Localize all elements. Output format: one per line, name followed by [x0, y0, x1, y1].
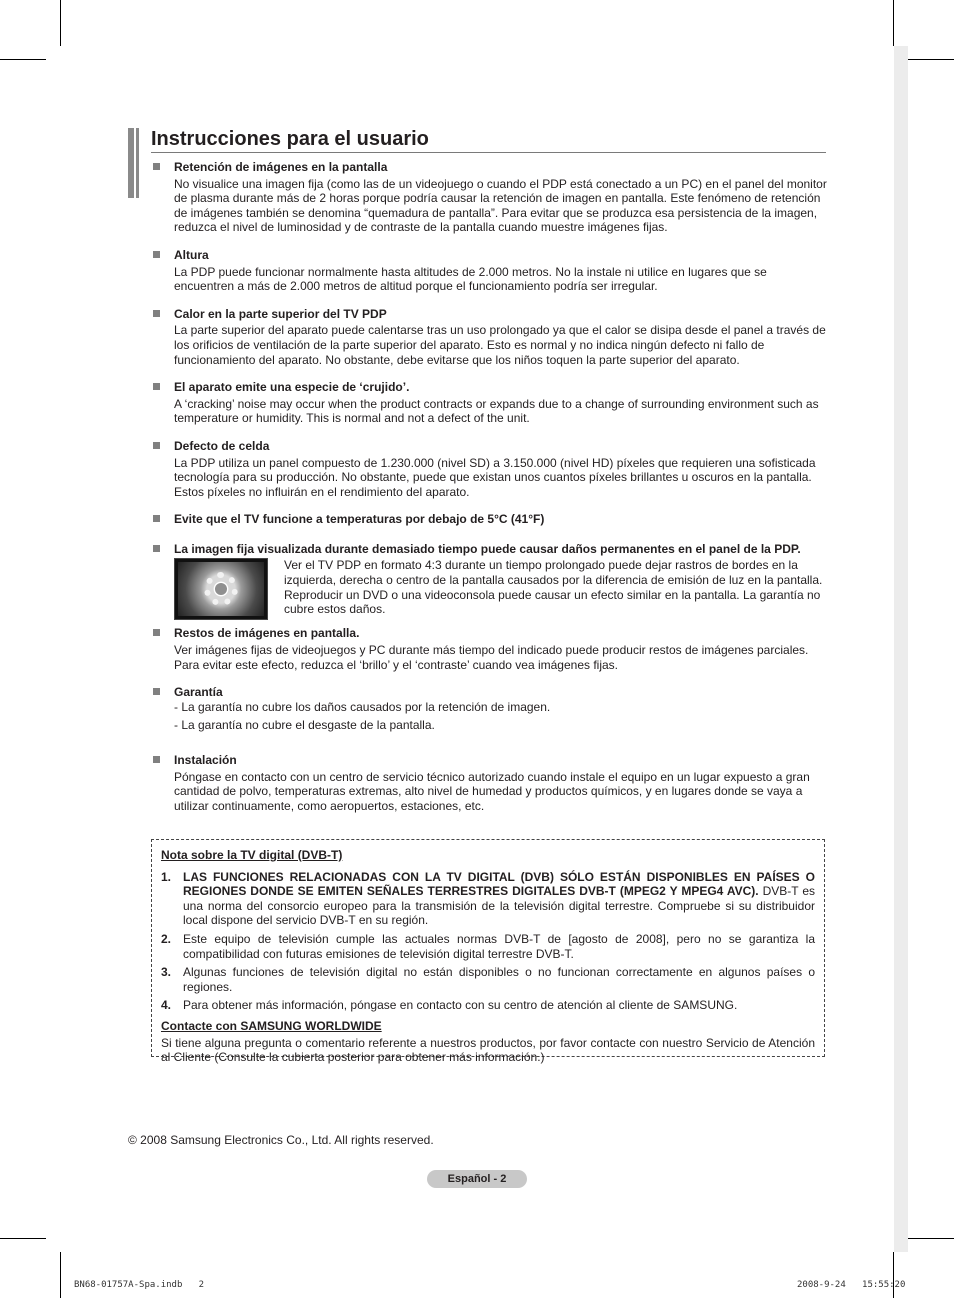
warranty-line: - La garantía no cubre los daños causados por la retención de imagen.: [174, 699, 551, 714]
bullet-square-icon: [153, 756, 160, 763]
note-item: [161, 965, 815, 994]
bullet-square-icon: [153, 383, 160, 390]
print-timestamp: 2008-9-24 15:55:20: [797, 1280, 906, 1290]
section-warranty: [152, 685, 827, 733]
crop-mark: [893, 1252, 894, 1298]
section-heading: Instalación: [174, 753, 237, 768]
title-accent-bar: [136, 128, 139, 198]
contact-heading: Contacte con SAMSUNG WORLDWIDE: [161, 1018, 382, 1033]
page-title: Instrucciones para el usuario: [151, 128, 429, 150]
image-row: [174, 558, 827, 620]
note-item: [161, 932, 815, 961]
section-text: Ver imágenes fijas de videojuegos y PC durante más tiempo del indicado puede producir restos de imágenes parciales. Para evitar este efecto, reduzca el ‘brillo’ y el ‘contraste’ cuando vea imágenes fijas.: [174, 643, 809, 672]
section-heat: [152, 307, 827, 367]
section-text: La PDP utiliza un panel compuesto de 1.230.000 (nivel SD) a 3.150.000 (nivel HD) píxeles que requieren una sofisticada tecnología para su producción. No obstante, puede que existan unos cuantos píxeles brillantes u oscuros en la pantalla. Estos píxeles no influirán en el rendimiento del aparato.: [174, 455, 816, 499]
bullet-square-icon: [153, 442, 160, 449]
note-item-text: Algunas funciones de televisión digital no están disponibles o no funcionan correctamente en algunos países o regiones.: [183, 965, 815, 994]
bullet-square-icon: [153, 688, 160, 695]
section-text: A ‘cracking’ noise may occur when the product contracts or expands due to a change of surrounding environment such as temperature or humidity. This is normal and not a defect of the unit.: [174, 396, 819, 426]
crop-mark: [893, 0, 894, 46]
bullet-square-icon: [153, 629, 160, 636]
section-altitude: [152, 248, 827, 294]
crop-mark: [0, 59, 46, 60]
print-file-label: BN68-01757A-Spa.indb 2: [74, 1280, 205, 1290]
section-heading: Retención de imágenes en la pantalla: [174, 160, 388, 174]
note-item-text: Este equipo de televisión cumple las actuales normas DVB-T de [agosto de 2008], pero no se garantiza la compatibilidad con futuras emisiones de televisión digital terrestre DVB-T.: [183, 931, 815, 961]
section-heading: Restos de imágenes en pantalla.: [174, 626, 360, 641]
section-heading: Evite que el TV funcione a temperaturas por debajo de 5°C (41°F): [174, 512, 545, 527]
note-item: [161, 870, 815, 928]
section-image-retention: [152, 160, 827, 235]
section-heading: Altura: [174, 247, 209, 262]
section-text: No visualice una imagen fija (como las de un videojuego o cuando el PDP está conectado a un PC) en el panel del monitor de plasma durante más de 2 horas porque podría causar la retención de imagen en pantalla. Este fenómeno de retención de imágenes también se denomina “quemadura de pantalla”. Para evitar que se produzca esa persistencia de la imagen, reduzca el nivel de luminosidad y de contraste de la pantalla cuando muestre imágenes fijas.: [174, 176, 827, 235]
tv-screen: [178, 562, 264, 616]
section-image-remnants: [152, 626, 827, 672]
page-number-badge: Español - 2: [427, 1170, 527, 1188]
crop-mark: [60, 0, 61, 46]
note-item: [161, 998, 815, 1013]
section-cell-defect: [152, 439, 827, 499]
contact-text: Si tiene alguna pregunta o comentario referente a nuestros productos, por favor contacte con nuestro Servicio de Atención al Cliente (Consulte la cubierta posterior para obtener más información.): [161, 1035, 815, 1065]
tv-flower-image: [174, 558, 268, 620]
section-cracking: [152, 380, 827, 426]
crop-mark: [0, 1238, 46, 1239]
section-text: La parte superior del aparato puede calentarse tras un uso prolongado ya que el calor se disipa desde el panel a través de los orificios de ventilación de la parte superior del aparato. Esto es normal y no indica ningún defecto ni fallo de funcionamiento del aparato. No obstante, debe evitarse que los niños toquen la parte superior del aparato.: [174, 323, 826, 367]
note-item-text: DVB-T es una norma del consorcio europeo para la transmisión de la televisión digital terrestre. Compruebe si su distribuidor local dispone del servicio DVB-T en su región.: [183, 884, 815, 928]
instructions-list: [152, 160, 827, 826]
section-installation: [152, 753, 827, 813]
title-accent-bar: [128, 128, 134, 198]
note-item-number: 4.: [161, 998, 172, 1013]
note-item-number: 1.: [161, 869, 172, 884]
section-text: Póngase en contacto con un centro de servicio técnico autorizado cuando instale el equipo en un lugar expuesto a gran cantidad de polvo, temperaturas extremas, alto nivel de humedad y productos químicos, y en lugares donde se vaya a utilizar continuamente, como aeropuertos, estaciones, etc.: [174, 769, 810, 813]
note-item-text: Para obtener más información, póngase en contacto con su centro de atención al cliente de SAMSUNG.: [183, 998, 738, 1013]
note-list: [161, 870, 815, 1013]
dvb-t-note-box: [151, 839, 825, 1065]
bullet-square-icon: [153, 251, 160, 258]
crop-mark: [908, 1238, 954, 1239]
section-text: La PDP puede funcionar normalmente hasta altitudes de 2.000 metros. No la instale ni utilice en lugares que se encuentren a más de 2.000 metros de altitud porque el funcionamiento podría ser irregular.: [174, 264, 767, 294]
bullet-square-icon: [153, 545, 160, 552]
section-still-image: [152, 542, 827, 621]
section-text: Ver el TV PDP en formato 4:3 durante un tiempo prolongado puede dejar rastros de bordes en la izquierda, derecha o centro de la pantalla causados por la diferencia de emisión de luz en la pantalla. Reproducir un DVD o una videoconsola puede causar un efecto similar en la pantalla. La garantía no cubre estos daños.: [284, 558, 823, 617]
note-heading: Nota sobre la TV digital (DVB-T): [161, 848, 343, 862]
bullet-square-icon: [153, 515, 160, 522]
copyright-notice: © 2008 Samsung Electronics Co., Ltd. All rights reserved.: [128, 1133, 434, 1147]
section-temperature: [152, 512, 827, 527]
section-heading: Garantía: [174, 685, 223, 700]
crop-mark: [60, 1252, 61, 1298]
note-item-caps: LAS FUNCIONES RELACIONADAS CON LA TV DIGITAL (DVB) SÓLO ESTÁN DISPONIBLES EN PAÍSES O REGIONES DONDE SE EMITEN SEÑALES TERRESTRES DIGITALES DVB-T (MPEG2 Y MPEG4 AVC).: [183, 869, 815, 899]
bullet-square-icon: [153, 310, 160, 317]
bullet-square-icon: [153, 163, 160, 170]
page-edge-strip: [894, 46, 908, 1252]
section-heading: El aparato emite una especie de ‘crujido’.: [174, 380, 410, 395]
note-item-number: 3.: [161, 965, 172, 980]
section-heading: La imagen fija visualizada durante demasiado tiempo puede causar daños permanentes en el panel de la PDP.: [174, 541, 801, 556]
crop-mark: [908, 59, 954, 60]
note-item-number: 2.: [161, 931, 172, 946]
section-heading: Defecto de celda: [174, 438, 270, 453]
section-heading: Calor en la parte superior del TV PDP: [174, 306, 387, 321]
warranty-line: - La garantía no cubre el desgaste de la pantalla.: [174, 718, 435, 733]
title-underline: [151, 152, 826, 153]
